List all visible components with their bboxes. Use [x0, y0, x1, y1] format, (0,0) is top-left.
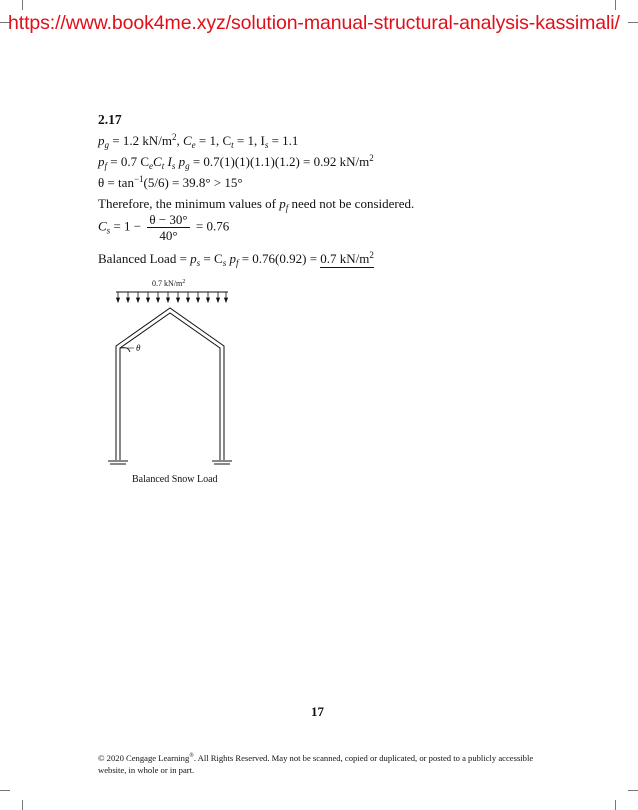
equation-line-3: [98, 174, 243, 191]
denominator: 40°: [159, 228, 178, 243]
var-i: I: [164, 154, 172, 169]
text: = 1, C: [195, 133, 232, 148]
var-p: p: [98, 133, 105, 148]
text: = 1, I: [233, 133, 265, 148]
load-label: 0.7 $kN/m^2$: [152, 279, 186, 288]
gable-frame-figure: [108, 276, 238, 466]
exp: 2: [369, 153, 374, 163]
text: = 0.7 C: [107, 154, 150, 169]
source-url[interactable]: https://www.book4me.xyz/solution-manual-structural-analysis-kassimali/: [8, 12, 620, 34]
sub-s: s: [106, 225, 111, 236]
page-number: 17: [311, 704, 324, 719]
sub-s: s: [171, 161, 176, 171]
text-line-4: [98, 196, 414, 213]
crop-mark-bottom-left-v: [22, 800, 23, 810]
sub-e: e: [191, 140, 196, 150]
sub-f: f: [235, 258, 239, 268]
final-answer: [320, 251, 374, 268]
equation-line-1: [98, 132, 298, 150]
var-c: C: [153, 154, 162, 169]
registered-mark: ®: [189, 753, 194, 759]
crop-mark-bottom-right: [628, 790, 638, 791]
sub-s: s: [264, 140, 269, 150]
sub-g: g: [104, 140, 109, 150]
text: need not be considered.: [288, 196, 415, 211]
text: = 1.1: [268, 133, 299, 148]
sub-f: f: [104, 161, 108, 171]
frame-members: [116, 308, 224, 460]
crop-mark-bottom-right-v: [615, 800, 616, 810]
var-p: p: [98, 154, 105, 169]
angle-label: θ: [136, 343, 141, 353]
fraction: [147, 212, 189, 243]
problem-number: 2.17: [98, 112, 122, 127]
crop-mark-bottom-left: [0, 790, 10, 791]
sub-e: e: [149, 161, 154, 171]
var-p: p: [175, 154, 186, 169]
equation-line-6: [98, 250, 374, 268]
copyright-notice: [98, 751, 558, 776]
frame-diagram: [108, 276, 238, 466]
var-p: p: [226, 251, 236, 266]
numerator: θ − 30°: [149, 212, 188, 227]
sub-t: t: [231, 140, 234, 150]
sub-s: s: [196, 258, 201, 268]
crop-mark-top-left-v: [22, 0, 23, 10]
text: = 0.7(1)(1)(1.1)(1.2) = 0.92 kN/m: [189, 154, 370, 169]
copyright-rest: . All Rights Reserved. May not be scanned, copied or duplicated, or posted to a publicly accessible website, in whole or in part.: [98, 753, 534, 775]
text: Therefore, the minimum values of: [98, 196, 280, 211]
support-left: [108, 461, 128, 464]
sub-g: g: [185, 161, 190, 171]
answer-exp: 2: [369, 250, 374, 260]
text: = 0.76(0.92) =: [238, 251, 321, 266]
var-p: p: [190, 251, 197, 266]
support-right: [212, 461, 232, 464]
text: = C: [200, 251, 223, 266]
exp: 2: [171, 132, 177, 142]
answer-text: 0.7 kN/m: [320, 251, 370, 266]
load-arrows: [117, 292, 228, 302]
text: = 0.76: [192, 218, 230, 234]
figure-caption: Balanced Snow Load: [132, 474, 218, 485]
text: Balanced Load =: [98, 251, 191, 266]
var-c: , C: [176, 133, 192, 148]
var-c: C: [98, 218, 107, 234]
var-p: p: [279, 196, 286, 211]
crop-mark-top-right-v: [615, 0, 616, 10]
sub-s: s: [222, 258, 227, 268]
exp: −1: [133, 174, 144, 184]
equation-line-2: [98, 153, 374, 171]
text: = 1 −: [110, 218, 145, 234]
equation-line-5: [98, 212, 229, 243]
text: θ = tan: [98, 175, 134, 190]
copyright-text: © 2020 Cengage Learning: [98, 753, 190, 763]
sub-t: t: [161, 161, 165, 171]
text: = 1.2 kN/m: [109, 133, 172, 148]
sub-f: f: [285, 203, 289, 213]
text: (5/6) = 39.8° > 15°: [143, 175, 243, 190]
